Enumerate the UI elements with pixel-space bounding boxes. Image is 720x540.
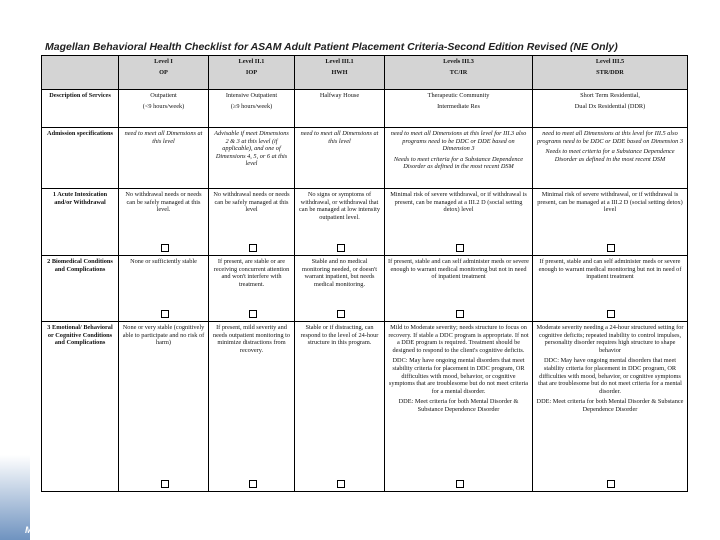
criteria-text: (≥9 hours/week) bbox=[230, 102, 273, 110]
criteria-cell bbox=[295, 90, 385, 128]
criteria-text: DDE: Meet criteria for both Mental Disorder & Substance Dependence Disorder bbox=[536, 398, 684, 413]
criteria-text: DDC: May have ongoing mental disorders that meet stability criteria for placement in DDC program, OR difficulties with mood, behavior, or cognitive symptoms that are troublesome but do not meet criteria for a mental disorder. bbox=[388, 357, 529, 395]
criteria-cell bbox=[119, 256, 209, 322]
level-code: TC/IR bbox=[449, 68, 468, 76]
criteria-cell bbox=[119, 189, 209, 256]
level-code: STR/DDR bbox=[596, 68, 624, 76]
criteria-text: Stable and no medical monitoring needed, or doesn't warrant inpatient, but needs medical monitoring. bbox=[302, 258, 377, 288]
criteria-checkbox[interactable] bbox=[249, 480, 257, 488]
criteria-cell bbox=[209, 322, 295, 492]
criteria-cell bbox=[209, 256, 295, 322]
criteria-checkbox[interactable] bbox=[337, 310, 345, 318]
criteria-checkbox[interactable] bbox=[337, 244, 345, 252]
decorative-gradient bbox=[0, 455, 33, 540]
criteria-text: Advisable if meet Dimensions 2 & 3 at this level (if applicable), and one of Dimensions 4, 5, or 6 at this level bbox=[214, 130, 289, 168]
placement-checklist-table bbox=[41, 55, 688, 492]
row-label: 3 Emotional/ Behavioral or Cognitive Conditions and Complications bbox=[42, 322, 119, 492]
criteria-cell bbox=[119, 90, 209, 128]
criteria-checkbox[interactable] bbox=[161, 480, 169, 488]
header-cell bbox=[385, 56, 533, 90]
level-label: Level III.5 bbox=[595, 58, 625, 65]
table-row bbox=[42, 256, 688, 322]
criteria-text: Short Term Residential, bbox=[580, 92, 640, 99]
criteria-text: No withdrawal needs or needs can be safely managed at this level bbox=[213, 191, 290, 214]
criteria-text: Intensive Outpatient bbox=[225, 92, 278, 99]
criteria-cell bbox=[533, 90, 688, 128]
criteria-checkbox[interactable] bbox=[456, 244, 464, 252]
criteria-text: If present, mild severity and needs outpatient monitoring to minimize distractions from recovery. bbox=[212, 324, 291, 354]
criteria-text: If present, stable and can self administer meds or severe enough to warrant medical monitoring but not in need of inpatient treatment bbox=[538, 258, 682, 281]
row-label: 1 Acute Intoxication and/or Withdrawal bbox=[42, 189, 119, 256]
table-row bbox=[42, 128, 688, 189]
criteria-text: None or very stable (cognitively able to participate and no risk of harm) bbox=[122, 324, 205, 347]
criteria-text: No withdrawal needs or needs can be safely managed at this level. bbox=[125, 191, 202, 214]
criteria-text: DDE: Meet criteria for both Mental Disorder & Substance Dependence Disorder bbox=[398, 398, 519, 413]
criteria-text: Outpatient bbox=[150, 92, 177, 99]
row-label: Admission specifications bbox=[42, 128, 119, 189]
criteria-cell bbox=[295, 256, 385, 322]
criteria-checkbox[interactable] bbox=[249, 310, 257, 318]
row-label: 2 Biomedical Conditions and Complications bbox=[42, 256, 119, 322]
criteria-text: Needs to meet criteria for a Substance Dependence Disorder as defined in the most recent DSM bbox=[393, 155, 524, 171]
criteria-cell bbox=[295, 322, 385, 492]
criteria-checkbox[interactable] bbox=[161, 244, 169, 252]
criteria-cell bbox=[119, 128, 209, 189]
criteria-cell bbox=[533, 189, 688, 256]
table-row bbox=[42, 90, 688, 128]
criteria-cell bbox=[385, 322, 533, 492]
criteria-cell bbox=[533, 322, 688, 492]
criteria-cell bbox=[209, 128, 295, 189]
criteria-checkbox[interactable] bbox=[456, 480, 464, 488]
header-cell bbox=[119, 56, 209, 90]
header-cell bbox=[295, 56, 385, 90]
criteria-text: (<9 hours/week) bbox=[142, 102, 185, 110]
criteria-text: Stable or if distracting, can respond to the level of 24-hour structure in this program. bbox=[300, 324, 379, 347]
criteria-checkbox[interactable] bbox=[607, 480, 615, 488]
criteria-text: Minimal risk of severe withdrawal, or if withdrawal is present, can be managed at a III.2 D (social setting detox) level bbox=[390, 191, 527, 214]
criteria-text: If present, stable and can self administer meds or severe enough to warrant medical monitoring but not in need of inpatient treatment bbox=[388, 258, 529, 281]
criteria-text: No signs or symptoms of withdrawal, or withdrawal that can be managed at low intensity outpatient level. bbox=[299, 191, 380, 221]
page-title: Magellan Behavioral Health Checklist for ASAM Adult Patient Placement Criteria-Second Edition Revised (NE Only) bbox=[45, 41, 618, 53]
criteria-text: Moderate severity needing a 24-hour structured setting for cognitive deficits; repeated inability to control impulses, personality disorder requires high structure to shape behavior bbox=[536, 324, 684, 354]
level-label: Level III.1 bbox=[325, 58, 354, 65]
criteria-cell bbox=[295, 128, 385, 189]
criteria-checkbox[interactable] bbox=[337, 480, 345, 488]
table-row bbox=[42, 189, 688, 256]
level-code: IOP bbox=[245, 68, 258, 76]
criteria-text: DDC: May have ongoing mental disorders that meet stability criteria for placement in DDC program, OR difficulties with mood, behavior, or cognitive symptoms that are troublesome but do not meet criteria for a mental disorder. bbox=[538, 357, 682, 395]
logo-letter: M bbox=[25, 525, 33, 535]
criteria-text: None or sufficiently stable bbox=[130, 258, 197, 265]
criteria-text: Halfway House bbox=[319, 92, 360, 99]
criteria-cell bbox=[209, 189, 295, 256]
header-cell bbox=[209, 56, 295, 90]
criteria-cell bbox=[209, 90, 295, 128]
criteria-text: need to meet all Dimensions at this level bbox=[300, 130, 379, 145]
criteria-cell bbox=[533, 256, 688, 322]
criteria-text: Mild to Moderate severity; needs structure to focus on recovery. If stable a DDC program is appropriate. If not a DDE program is required. Treatment should be designed to respond to the client's cognitive deficits. bbox=[388, 324, 529, 354]
criteria-cell bbox=[385, 90, 533, 128]
level-code: HWH bbox=[331, 68, 348, 76]
level-label: Level I bbox=[154, 58, 173, 65]
criteria-checkbox[interactable] bbox=[607, 310, 615, 318]
criteria-text: need to meet all Dimensions at this level bbox=[124, 130, 203, 145]
criteria-text: Therapeutic Community bbox=[427, 92, 490, 99]
criteria-checkbox[interactable] bbox=[607, 244, 615, 252]
criteria-checkbox[interactable] bbox=[456, 310, 464, 318]
level-code: OP bbox=[159, 68, 168, 76]
table-row bbox=[42, 322, 688, 492]
criteria-text: need to meet all Dimensions at this level for III.3 also programs need to be DDC or DDE based on Dimension 3 bbox=[390, 130, 527, 153]
header-cell bbox=[533, 56, 688, 90]
criteria-text: Minimal risk of severe withdrawal, or if withdrawal is present, can be managed at a III.2 D (social setting detox) level bbox=[537, 191, 683, 214]
criteria-cell bbox=[385, 128, 533, 189]
criteria-cell bbox=[385, 256, 533, 322]
criteria-cell bbox=[295, 189, 385, 256]
header-row bbox=[42, 56, 688, 90]
criteria-text: Dual Dx Residential (DDR) bbox=[574, 102, 646, 110]
criteria-cell bbox=[385, 189, 533, 256]
criteria-checkbox[interactable] bbox=[249, 244, 257, 252]
criteria-checkbox[interactable] bbox=[161, 310, 169, 318]
level-label: Levels III.3 bbox=[443, 58, 474, 65]
criteria-text: need to meet all Dimensions at this level for III.5 also programs need to be DDC or DDE based on Dimension 3 bbox=[537, 130, 683, 145]
level-label: Level II.1 bbox=[238, 58, 265, 65]
criteria-text: Intermediate Res bbox=[437, 102, 480, 110]
criteria-text: Needs to meet criteria for a Substance Dependence Disorder as defined in the most recent DSM bbox=[545, 148, 675, 163]
criteria-cell bbox=[533, 128, 688, 189]
header-corner bbox=[42, 56, 119, 90]
criteria-cell bbox=[119, 322, 209, 492]
row-label: Description of Services bbox=[42, 90, 119, 128]
criteria-text: If present, are stable or are receiving concurrent attention and won't interfere with treatment. bbox=[213, 258, 290, 288]
